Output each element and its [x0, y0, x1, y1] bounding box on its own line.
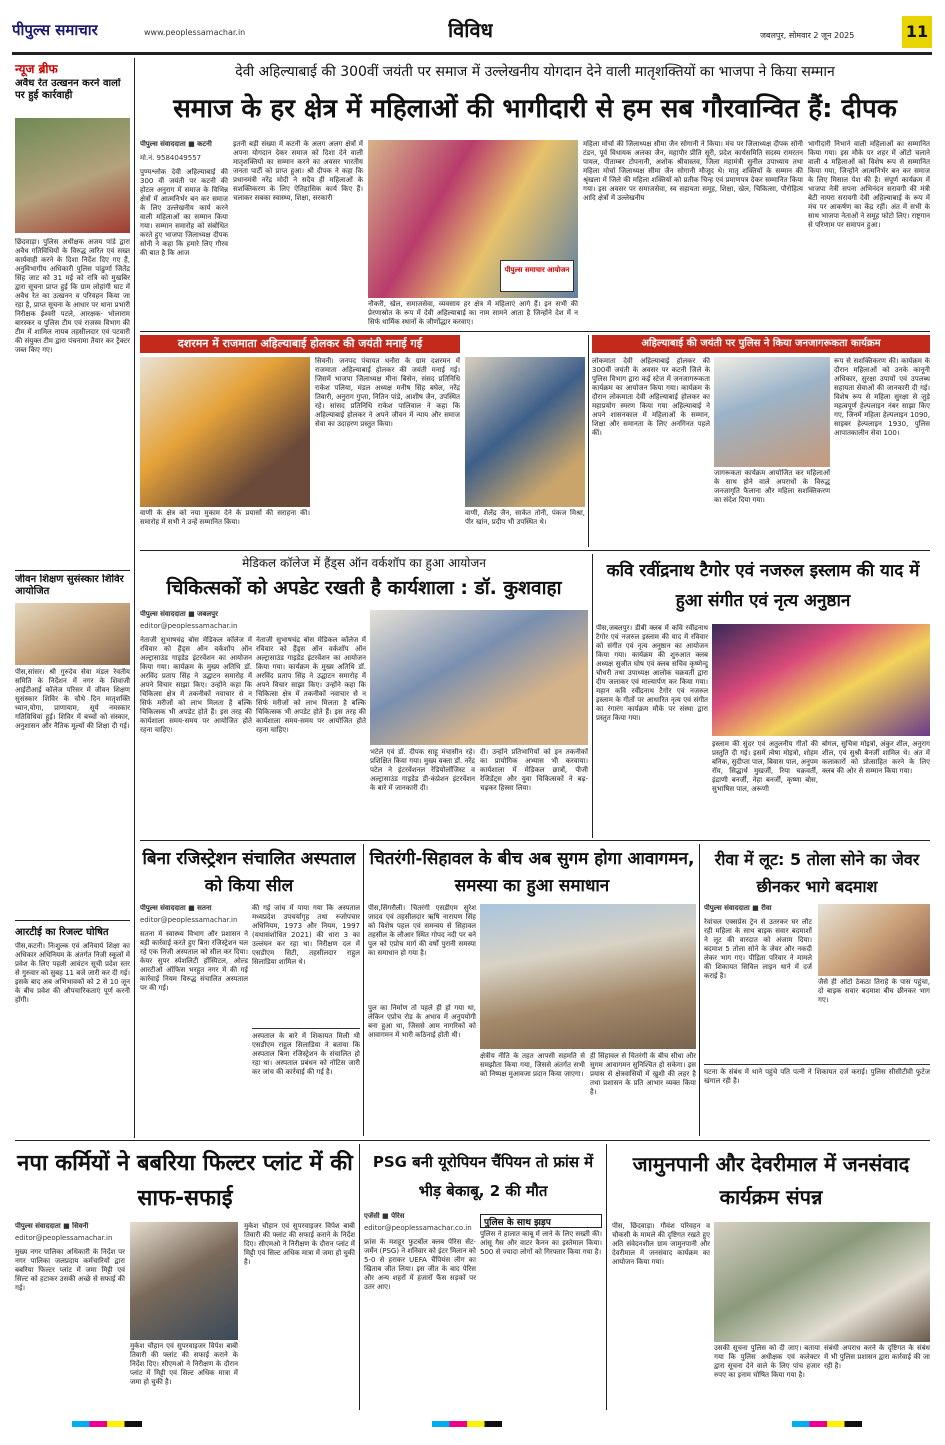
napa-email: editor@peoplessamachar.in: [15, 1234, 113, 1242]
brief-body-2: पीस,सांसर। श्री गुरुदेव सेवा मंडल रेवतीय समिति के निर्देशन में नगर के शिवाजी आईटीआई कॉलेज परिसर में जीवन शिक्षण सुसंस्कार शिविर के चौथे दिन मातृशक्ति ध्यान,योगा, प्राणायाम, सूर्य नमस्कार गतिविधियां हुई। शिविर में बच्चों को संस्कार, अनुशासन और नैतिक मूल्यों की शिक्षा दी गई।: [15, 668, 130, 730]
seal-headline: बिना रजिस्ट्रेशन संचालित अस्पताल को किया सील: [142, 849, 356, 896]
medical-col-3: दी। उन्होंने प्रतिभागियों को इन तकनीकों का प्रायोगिक अभ्यास भी करवाया। कार्यशाला में मेडिकल छात्रों, पीजी रेजिडेंट्स और युवा चिकित्सकों ने बढ़-चढ़कर हिस्सा लिया।: [480, 748, 588, 792]
police-side-text: रूप से सशक्तिकरण की। कार्यक्रम के दौरान महिलाओं को उनके कानूनी अधिकार, सुरक्षा उपायों एवं उपलब्ध सहायता सेवाओं की जानकारी दी गई। विशेष रूप से महिला सुरक्षा से जुड़े महत्वपूर्ण हेल्पलाइन नंबर साझा किए गए, जिनमें महिला हेल्पलाइन 1090, साइबर हेल्पलाइन 1930, पुलिस आपातकालीन सेवा 100।: [834, 357, 930, 437]
column-divider: [588, 335, 589, 547]
brief-label: न्यूज ब्रीफ: [15, 62, 58, 76]
road-body: पीस,सिंगरौली। चितरंगी एसडीएम सुरेश जादव एवं तहसीलदार ऋषि नारायण सिंह को विशेष पहल एवं समन्वय से सिहावल तहसील के लौआर स्थित गोपद नदी पर बने पुल को एप्रोच मार्ग की वर्षों पुरानी समस्या का समाधान हो गया है।: [368, 904, 476, 957]
psg-email: editor@peoplessamachar.co.in: [364, 1224, 472, 1232]
seal-body: सतना में स्वास्थ्य विभाग और प्रशासन ने बड़ी कार्रवाई करते हुए बिना रजिस्ट्रेशन चल रहे एक निजी अस्पताल को सील कर दिया। केयर सुपर स्पेशलिटी हॉस्पिटल, ओल्ड आरटीओ ऑफिस भरहुत नगर में की गई कार्रवाई नियम विरुद्ध संचालित अस्पताल पर की गई।: [140, 930, 248, 992]
medical-email: editor@peoplessamachar.in: [140, 622, 238, 630]
cmyk-swatch: [432, 1421, 502, 1427]
loot-headline: रीवा में लूट: 5 तोला सोने का जेवर छीनकर भागे बदमाश: [714, 850, 920, 896]
dashraman-caption-1: वाणी के क्षेत्र को नया मुकाम देने के प्रयासों की सराहना की। समारोह में सभी ने उन्हें सम्मानित किया।: [140, 509, 310, 526]
seal-note: अस्पताल के बारे में शिकायत मिली थी एसडीएम राहुल सिलाडिया ने बताया कि अस्पताल बिना रजिस्ट्रेशन के संचालित हो रहा था। अस्पताल प्रबंधन को नोटिस जारी कर जांच की कार्रवाई की गई है।: [252, 1028, 360, 1128]
psg-headline: PSG बनी यूरोपियन चैंपियन तो फ्रांस में भीड़ बेकाबू, 2 की मौत: [372, 1153, 594, 1200]
section-title: विविध: [448, 18, 493, 42]
napa-headline: नपा कर्मियों ने बबरिया फिल्टर प्लांट में की साफ-सफाई: [17, 1151, 353, 1211]
psg-box-title: पुलिस के साथ झड़प: [480, 1214, 602, 1228]
seal-byline: पीपुल्स संवाददाता ■ सतना: [140, 904, 212, 912]
divider: [15, 570, 130, 571]
divider: [15, 1140, 930, 1141]
seal-col-2: की गई जांच में पाया गया कि अस्पताल मध्यप्रदेश उपचर्यागृह तथा रुजोपचार अधिनियम, 1973 और नियम, 1997 (यथासंशोधित 2021) की धारा 3 का उल्लंघन कर रहा था। निरीक्षण दल में एसडीएम सिटी, तहसीलदार राहुल सिलाडिया शामिल थे।: [252, 904, 360, 966]
road-col-2: पुल का निर्माण तो पहले ही हो गया था, लेकिन एप्रोच रोड के अभाव में अनुपयोगी बना हुआ था, जिससे आम नागरिकों को आवागमन में भारी कठिनाई होती थी।: [368, 1004, 476, 1039]
dashraman-photo-1: [140, 357, 310, 507]
color-registration-bar: [12, 1418, 932, 1430]
bridge-road-photo: [480, 904, 696, 1049]
column-divider: [699, 844, 700, 1136]
top-headline: समाज के हर क्षेत्र में महिलाओं की भागीदारी से हम सब गौरवान्वित हैं: दीपक: [173, 94, 897, 124]
medical-group-photo: [370, 610, 588, 745]
top-col-2: इतनी बड़ी संख्या में कटनी के अलग अलग क्षेत्रों में अपना योगदान देकर समाज को दिशा देने वाली मातृशक्तियों का सम्मान करने का अवसर भारतीय जनता पार्टी को प्राप्त हुआ। श्री दीपक ने कहा कि प्रधानमंत्री नरेंद्र मोदी ने सदैव ही महिलाओं के सशक्तिकरण के लिए ऐतिहासिक कार्य किए हैं। चलाकर सबका स्वास्थ्य, शिक्षा, सरकारी: [233, 140, 363, 202]
column-divider: [592, 554, 593, 838]
cmyk-swatch: [72, 1421, 142, 1427]
top-col-1: पुण्यश्लोक देवी अहिल्याबाई की 300 वीं जयंती पर कटनी की होटल अनुराग में समाज के विभिन्न क्षेत्रों में आत्मनिर्भर बन कर समाज के लिए उल्लेखनीय कार्य करने वाली महिलाओं का सम्मान किया गया। सम्मान समारोह को संबोधित करते हुए भाजपा जिलाध्यक्ष दीपक सोनी ने कहा कि हमारे लिए गौरव की बात है कि आज: [140, 168, 228, 257]
jamun-col-3: संबंधी अपराध करने के दृष्टिगत के संबंध में भी पुलिस प्रशासन द्वारा कार्रवाई की जा रही है।: [824, 1344, 930, 1370]
road-col-3: ही सिंहावल से चितरंगी के बीच सीधा और सुगम आवागमन सुनिश्चित हो सकेगा। इस प्रयास से क्षेत्रवासियों में खुशी की लहर है तथा प्रशासन के प्रति आभार व्यक्त किया है।: [590, 1052, 696, 1096]
site-url: www.peoplessamachar.in: [144, 28, 246, 37]
napa-body: मुख्य नगर पालिका अधिकारी के निर्देश पर नगर पालिका जलप्रदाय कर्मचारियों द्वारा बबरिया फिल्टर प्लांट में जमा मिट्टी एवं सिल्ट को हटाकर उसकी अच्छे से सफाई की गई।: [15, 1248, 125, 1292]
column-divider: [134, 58, 135, 1138]
napa-byline: पीपुल्स संवाददाता ■ सिवनी: [15, 1222, 89, 1230]
tagore-headline: कवि रवींद्रनाथ टैगोर एवं नजरुल इस्लाम की याद में हुआ संगीत एवं नृत्य अनुष्ठान: [606, 561, 920, 611]
brief-headline-1: अवैध रेत उत्खनन करने वालों पर हुई कार्रवाही: [15, 78, 121, 101]
column-divider: [606, 1144, 607, 1410]
psg-body: फ्रांस के मशहूर फुटबॉल क्लब पेरिस सेंट-जर्मेन (PSG) ने शनिवार को इंटर मिलान को 5-0 से हराकर UEFA चैंपियंस लीग का खिताब जीत लिया। इस जीत के बाद पेरिस और अन्य शहरों में हजारों फैंस सड़कों पर उतर आए।: [364, 1238, 476, 1291]
tagore-col-3: बोगल, सुचित्रा मोइत्रो, अंकुर शील, अनुराग शील, एवं सुश्री बैनर्जी शामिल थे। अंत में कलाकारों को प्रोत्साहित करने के लिए क्लब की ओर से सम्मान किया गया।: [822, 740, 930, 775]
top-byline: पीपुल्स संवाददाता ■ कटनी: [140, 140, 212, 148]
dashraman-photo-2: [465, 357, 585, 507]
brief-body-1: छिंदवाड़ा। पुलिस अधीक्षक अजय पांडे द्वारा अवैध गतिविधियों के विरुद्ध त्वरित एवं सख्त कार्यवाही करने के दिशा निर्देश दिए गए हैं, अनुविभागीय अधिकारी पुलिस पांढुर्णा जितेंद्र सिंह जाट को 31 मई को रात्रि को मुखबिर द्वारा सूचना प्राप्त हुई कि ग्राम लोहांगी घाट में अवैध रेत का उत्खनन व परिवहन किया जा रहा है, प्राप्त सूचना के आधार पर थाना प्रभारी निरीक्षक ईश्वरी पटले, आरक्षक- भोलाराम बारस्कर व पुलिस टीम एवं राजस्व विभाग की टीम में शामिल नायब तहसीलदार एवं पटवारी की संयुक्त टीम द्वारा पंचनामा तैयार कर ट्रैक्टर जब्त किए गए।: [15, 238, 130, 354]
jamun-body: पीस, छिंदवाड़ा। गौवंश परिवहन व चौकसी के मामले की दृष्टिगत रखते हुए अति संवेदनशील ग्राम जामुनपानी और देवरीमाल में जनसंवाद कार्यक्रम का आयोजन किया गया।: [612, 1222, 710, 1266]
psg-box-body: पुलिस ने हालात काबू में लाने के लिए सख्ती की। आंसू गैस और वाटर कैनन का इस्तेमाल किया। 500 से ज्यादा लोगों को गिरफ्तार किया गया है।: [480, 1230, 602, 1256]
top-col-3: महिला मोर्चा की जिलाध्यक्ष सीमा जैन सोगानी ने किया। मंच पर जिलाध्यक्ष दीपक सोनी टंडन, पूर्व विधायक अलका जैन, महापौर प्रीति सूरी, प्रदेश कार्यसमिति सदस्य रामरतन पायल, पीताम्बर टोपनानी, अशोक श्रीवास्तव, जिला महामंत्री सुनील उपाध्याय तथा महिला मोर्चा जिलाध्यक्ष सीमा जैन सोगानी मौजूद थे। मातृ शक्तियों के सम्मान की श्रृंखला में जिले की महिला शक्तियों को प्रतीक चिन्ह एवं प्रमाणपत्र देकर सम्मानित किया गया। इस अवसर पर समाजसेवा, स्व सहायता समूह, शिक्षा, खेल, चिकित्सा, पौरोहित्य आदि क्षेत्रों में उल्लेखनीय: [583, 140, 803, 202]
event-badge: पीपुल्स समाचार आयोजन: [500, 260, 574, 292]
medical-col-1b: नेताजी सुभाषचंद्र बोस मेडिकल कॉलेज में रविवार को हैंड्स ऑन वर्कशॉप ऑन अल्ट्रासाउंड गाइडेड इंटरवेंशन का आयोजन किया गया। कार्यक्रम के मुख्य अतिथि डॉ. अरविंद प्रताप सिंह ने उद्घाटन समारोह में अपने विचार साझा किए। उन्होंने कहा कि चिकित्सा क्षेत्र में तकनीकों नवाचार से न सिर्फ मरीजों को लाभ मिलता है बल्कि चिकित्सक भी अपडेट होते हैं। इस तरह की कार्यशाला समय-समय पर आयोजित होते रहना चाहिए।: [256, 636, 366, 734]
top-bottom-text: नौकरी, खेल, समाजसेवा, व्यवसाय हर क्षेत्र में महिलाएं आगे हैं। इन सभी की प्रेरणास्रोत के रूप में देवी अहिल्याबाई का नाम सामने आता है जिन्होंने देश में न सिर्फ धार्मिक स्थानों के जीर्णोद्धार करवाए।: [368, 300, 578, 326]
brief-headline-2: जीवन शिक्षण सुसंस्कार शिविर आयोजित: [15, 574, 124, 597]
jamun-headline: जामुनपानी और देवरीमाल में जनसंवाद कार्यक्रम संपन्न: [632, 1152, 910, 1209]
brief-body-3: पीस,कटनी। निःशुल्क एवं अनिवार्य शिक्षा का अधिकार अधिनियम के अंतर्गत निजी स्कूलों में प्रवेश के लिए पहली आवंटन सूची प्रदेश स्तर से गुरुवार को सुबह 11 बजे जारी कर दी गई। इसके बाद अब अभिभावकों को 2 से 10 जून के बीच प्रवेश की औपचारिकताएं पूर्ण करनी होंगी।: [15, 942, 130, 1004]
masthead: [12, 14, 932, 52]
dashraman-headline: दशरमन में राजमाता अहिल्याबाई होलकर की जयंती मनाई गई: [140, 335, 460, 353]
top-kicker: देवी अहिल्याबाई की 300वीं जयंती पर समाज में उल्लेखनीय योगदान देने वाली मातृशक्तियों का भाजपा ने किया सम्मान: [235, 64, 835, 80]
divider: [140, 550, 930, 551]
police-body: लोकमाता देवी अहिल्याबाई होलकर की 300वीं जयंती के अवसर पर कटनी जिले के पुलिस विभाग द्वारा कई स्टेज में जनजागरूकता कार्यक्रम का आयोजन किया गया। कार्यक्रम के दौरान लोकमाता देवी अहिल्याबाई होलकर का महाप्रयोग स्मरण किया गया अहिल्याबाई ने अपने शासनकाल में महिलाओं के सम्मान, शिक्षा और समानता के लिए अनगिनत पहले कीं।: [592, 357, 710, 437]
police-caption: जागरूकता कार्यक्रम आयोजित कर महिलाओं के साथ होने वाले अपराधों के विरुद्ध जनजागृति फैलाना और महिला सशक्तिकरण का संदेश दिया गया।: [714, 469, 830, 504]
road-headline: चितरंगी-सिहावल के बीच अब सुगम होगा आवागमन, समस्या का हुआ समाधान: [369, 849, 695, 896]
column-divider: [363, 844, 364, 1136]
napa-col-2: मुकेश चौहान एवं सुपरवाइजर विपेश बाबी तिवारी की फ्लांट की सफाई कराने के निर्देश दिए। सीएमओ ने निरीक्षण के दौरान प्लांट में मिट्टी एवं सिल्ट अधिक मात्रा में जमा हो चुकी है।: [244, 1222, 355, 1266]
road-caption: क्षेत्रीय नीति के तहत आपसी सहमति से समझौता किया गया, जिससे अंतर्गत सभी को निष्पक्ष मुआवजा प्रदान किया जाएगा।: [480, 1052, 585, 1078]
medical-col-2: भटेले एवं डॉ. दीपक साहू मंचासीन रहे। प्रशिक्षित किया गया। मुख्य वक्ता डॉ. नरेंद्र पटेल ने इंटरवेंशनल रेडियोलॉजिस्ट व अल्ट्रासाउंड गाइडेड डी-कंप्रेशन इंटरवेंशन के बारे में जानकारी दी।: [370, 748, 475, 792]
news-brief-column: [15, 58, 130, 1138]
police-headline: अहिल्याबाई की जयंती पर पुलिस ने किया जनजागरूकता कार्यक्रम: [592, 335, 930, 353]
medical-kicker: मेडिकल कॉलेज में हैंड्स ऑन वर्कशॉप का हुआ आयोजन: [242, 556, 486, 570]
loot-side-text: जैसे ही ऑटो ठेकठा तिराहे के पास पहुंचा, दो बाइक सवार बदमाश बीच छीनकर भाग गए।: [818, 978, 930, 1004]
masthead-rule: [12, 52, 932, 55]
dashraman-caption-2: वाणी, शैलेंद्र जैन, साकेत तोनी, पंकज मिश्रा, पीर खांन, प्रदीप भी उपस्थित थे।: [465, 509, 585, 526]
divider: [140, 331, 930, 332]
top-col-4: भागीदारी निभाने वाली महिलाओं का सम्मानित किया गया। इस मौके पर शहर में ऑटो चलाने वाली 4 महिलाओं को विशेष रूप से सम्मानित किया गया, जिन्होंने आत्मनिर्भर बन कर समाज के लिए मिसाल पेश की है। संपूर्ण कार्यक्रम में भाजपा नेत्री सपना अभिनंदन सरावगी की मंत्री बेटी नायरा सरावगी देवी अहिल्याबाई के रूप में मंच पर आकर्षण का केंद्र रहीं। अंत में सभी के साथ भाजपा नेताओं ने समूह फोटो लिए। राष्ट्रगान से परिणाम पर समापन हुआ।: [808, 140, 930, 229]
cmyk-swatch: [792, 1421, 862, 1427]
medical-col-1: नेताजी सुभाषचंद्र बोस मेडिकल कॉलेज में रविवार को हैंड्स ऑन वर्कशॉप ऑन अल्ट्रासाउंड गाइडेड इंटरवेंशन का आयोजन किया गया। कार्यक्रम के मुख्य अतिथि डॉ. अरविंद प्रताप सिंह ने उद्घाटन समारोह में अपने विचार साझा किए। उन्होंने कहा कि चिकित्सा क्षेत्र में तकनीकों नवाचार से न सिर्फ मरीजों को लाभ मिलता है बल्कि चिकित्सक भी अपडेट होते हैं। इस तरह की कार्यशाला समय-समय पर आयोजित होते रहना चाहिए।: [140, 636, 252, 734]
filter-plant-photo: [130, 1222, 238, 1340]
psg-byline: एजेंसी ■ पेरिस: [364, 1212, 405, 1220]
page-number: 11: [902, 16, 932, 48]
column-divider: [359, 1144, 360, 1410]
camp-photo: [15, 603, 130, 665]
victim-photo: [818, 904, 930, 976]
napa-col-1b: मुकेश चौहान एवं सुपरवाइजर विपेश बाबी तिवारी की फ्लांट की सफाई कराने के निर्देश दिए। सीएमओ ने निरीक्षण के दौरान प्लांट में मिट्टी एवं सिल्ट अधिक मात्रा में जमा हो चुकी है।: [130, 1342, 238, 1386]
medical-headline: चिकित्सकों को अपडेट रखती है कार्यशाला : डॉ. कुशवाहा: [166, 577, 562, 599]
divider: [140, 840, 930, 841]
tagore-body: पीस,जबलपुर। डीबी क्लब में कवि रवींद्रनाथ टैगोर एवं नजरुल इस्लाम की याद में रविवार को संगीत एवं नृत्य अनुष्ठान का आयोजन किया गया। कार्यक्रम की शुरुआत क्लब अध्यक्ष सुजीत घोष एवं क्लब सचिव कृष्णेन्दु चौधरी तथा उपाध्यक्ष आलोक चक्रवर्ती द्वारा दीप जलाकर एवं माल्यार्पण कर किया गया। महान कवि रवींद्रनाथ टैगोर एवं नजरुल इस्लाम के गीतों पर आधारित नृत्य एवं संगीत का रंगारंग कार्यक्रम मौके पर संस्था द्वारा प्रस्तुत किया गया।: [596, 624, 708, 722]
seal-email: editor@peoplessamachar.in: [140, 916, 238, 924]
dance-performance-photo: [712, 624, 930, 736]
jansamvad-photo: [714, 1222, 930, 1342]
loot-body: रेवांचल एक्सप्रेस ट्रेन से उतरकर घर लौट रही महिला के साथ बाइक सवार बदमाशों ने लूट की वारदात को अंजाम दिया। बदमाश 5 तोला सोने के जेवर और नकदी लेकर भाग गए। पीड़िता परिवार ने मामले की शिकायत सिविल लाइन थाने में दर्ज कराई है।: [704, 918, 812, 980]
dashraman-body: सिवनी। जनपद पंचायत धनौरा के ग्राम दशरमन में राजमाता अहिल्याबाई होलकर की जयंती मनाई गई। जिसमें भाजपा जिलाध्यक्ष मीना बिसेन, संसद प्रतिनिधि राकेश पलिया, मंडल अध्यक्ष मनीष सिंह बघेल, नरेंद्र तिवारी, अनुराग गुप्ता, नितिन पांडे, आशीष जैन, उपस्थित रहे। सांसद प्रतिनिधि राकेश पालिवाल ने कहा कि अहिल्याबाई होलकर ने अपने जीवन में न्याय और समाज सेवा का उदाहरण प्रस्तुत किया।: [315, 357, 460, 428]
police-event-photo: [714, 357, 830, 467]
dateline: जबलपुर, सोमवार 2 जून 2025: [760, 31, 855, 40]
tagore-col-2: इस्लाम की सुंदर एवं अतुलनीय गीतों की प्रस्तुति दी गई। इसमें त्वेषा मोइत्रो, शोहम बनिक, सुदीप्ता पाल, बिवास पाल, अनुपम रॉय, सिद्धार्थ मुखर्जी, रिया चक्रवर्ती, इंद्राणी बनर्जी, नेहा बनर्जी, कृष्णा बोस, सुभाषिस पाल, अरूणी: [712, 740, 818, 793]
jamun-col-2: उसकी सूचना पुलिस को दी जाए। बताया गया कि पुलिस अधीक्षक एवं कलेक्टर द्वारा सूचना देने वाले के लिए पांच हजार रुपए का इनाम घोषित किया गया है।: [714, 1344, 820, 1379]
brand-logo: पीपुल्स समाचार: [12, 21, 98, 39]
tractor-photo: [15, 118, 130, 233]
brief-headline-3: आरटीई का रिजल्ट घोषित: [15, 927, 109, 938]
loot-note: घटना के संबंध में थाने पहुंचे पति पत्नी ने शिकायत दर्ज कराई। पुलिस सीसीटीवी फुटेज खंगाल रही है।: [704, 1064, 930, 1128]
top-mobile: मो.नं. 9584049557: [140, 154, 202, 162]
medical-byline: पीपुल्स संवाददाता ■ जबलपुर: [140, 610, 218, 618]
divider: [15, 920, 130, 921]
loot-byline: पीपुल्स संवाददाता ■ रीवा: [704, 904, 772, 912]
